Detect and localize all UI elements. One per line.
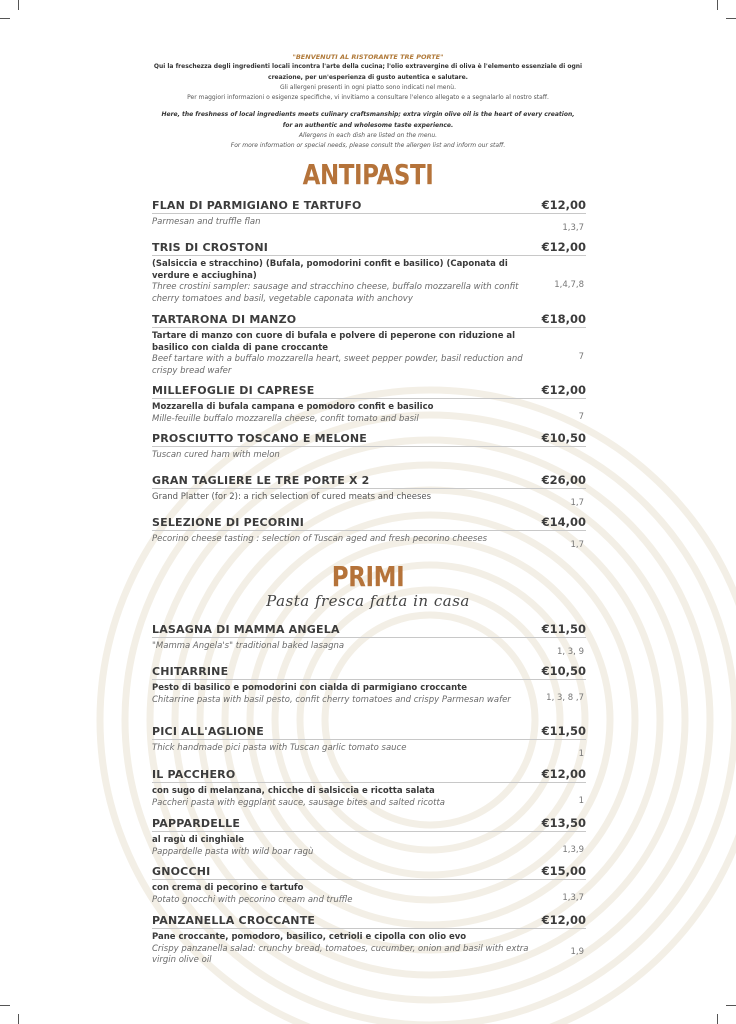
dish-desc-en: Chitarrine pasta with basil pesto, confit cherry tomatoes and crispy Parmesan wafer [152,694,511,705]
dish-desc-en: "Mamma Angela's" traditional baked lasagna [152,641,345,651]
dish-item [152,515,586,550]
dish-name: MILLEFOGLIE DI CAPRESE [152,384,315,397]
section-title-antipasti: ANTIPASTI [302,158,434,191]
dish-item [152,473,586,508]
dish-desc-it: con sugo di melanzana, chicche di salsiccia e ricotta salata [152,786,435,796]
dish-item [152,767,586,809]
dish-name: CHITARRINE [152,665,229,678]
dish-item [152,198,586,233]
dish-allergens: 1,3,7 [562,892,584,903]
crop-mark [717,1014,718,1024]
dish-name: PICI ALL'AGLIONE [152,725,264,738]
dish-desc-it: con crema di pecorino e tartufo [152,883,304,893]
dish-item [152,816,586,858]
dish-price: €12,00 [541,913,586,927]
dish-desc-en: Parmesan and truffle flan [152,217,261,227]
dish-price: €10,50 [541,431,586,445]
dish-price: €12,00 [541,240,586,254]
intro-it-line: Per maggiori informazioni o esigenze specifiche, vi invitiamo a consultare l'elenco allegato e a segnalarlo al nostro staff. [187,94,549,102]
dish-allergens: 1 [578,749,584,759]
dish-desc-it: Mozzarella di bufala campana e pomodoro confit e basilico [152,402,434,412]
dish-desc-en: Tuscan cured ham with melon [152,450,280,460]
dish-allergens: 1,3,9 [562,844,584,855]
dish-desc-en: Paccheri pasta with eggplant sauce, sausage bites and salted ricotta [152,797,446,808]
dish-desc-en: Crispy panzanella salad: crunchy bread, tomatoes, cucumber, onion and basil with extra virgin olive oil [152,943,529,965]
crop-mark [18,1014,19,1024]
section-title-primi: PRIMI [331,560,405,593]
dish-price: €11,50 [541,724,586,738]
crop-mark [726,1005,736,1006]
dish-desc-en: Potato gnocchi with pecorino cream and truffle [152,894,353,905]
dish-name: IL PACCHERO [152,768,236,781]
dish-desc-en: Mille-feuille buffalo mozzarella cheese, confit tomato and basil [152,413,419,424]
dish-price: €13,50 [541,816,586,830]
dish-item [152,383,586,425]
dish-allergens: 1,7 [570,498,584,508]
dish-desc-it: al ragù di cinghiale [152,835,245,845]
dish-allergens: 1, 3, 8 ,7 [546,692,584,703]
dish-allergens: 1,4,7,8 [554,280,584,290]
dish-price: €12,00 [541,383,586,397]
dish-price: €15,00 [541,864,586,878]
dish-desc-it: Pane croccante, pomodoro, basilico, cetrioli e cipolla con olio evo [152,932,467,942]
dish-name: SELEZIONE DI PECORINI [152,516,305,529]
intro-en-line: for an authentic and wholesome taste experience. [282,121,454,129]
dish-price: €12,00 [541,767,586,781]
dish-name: FLAN DI PARMIGIANO E TARTUFO [152,199,362,212]
intro-en-line: Allergens in each dish are listed on the menu. [298,132,438,140]
dish-allergens: 1, 3, 9 [556,647,584,657]
dish-price: €12,00 [541,198,586,212]
section-subtitle: Pasta fresca fatta in casa [266,592,470,610]
intro-it-line: Qui la freschezza degli ingredienti locali incontra l'arte della cucina; l'olio extravergine di oliva è l'elemento essenziale di ogni [153,63,583,71]
dish-price: €10,50 [541,664,586,678]
crop-mark [726,18,736,19]
dish-name: TRIS DI CROSTONI [152,241,269,254]
dish-desc-it: Pesto di basilico e pomodorini con cialda di parmigiano croccante [152,683,467,693]
dish-allergens: 7 [578,352,584,362]
intro-block [140,52,596,152]
intro-en-line: Here, the freshness of local ingredients meets culinary craftsmanship; extra virgin olive oil is the heart of every creation, [161,111,575,119]
dish-allergens: 1,7 [570,540,584,550]
intro-it-line: Gli allergeni presenti in ogni piatto sono indicati nel menù. [279,83,457,91]
dish-item [152,724,586,759]
dish-desc-en: Three crostini sampler: sausage and stracchino cheese, buffalo mozzarella with confit cherry tomatoes and basil, vegetable caponata with anchovy [152,282,519,304]
dish-desc-en: Thick handmade pici pasta with Tuscan garlic tomato sauce [152,743,407,753]
crop-mark [0,1005,10,1006]
dish-price: €11,50 [541,622,586,636]
dish-item [152,864,586,906]
dish-name: LASAGNA DI MAMMA ANGELA [152,623,340,636]
dish-item [152,312,586,377]
dish-desc-it: (Salsiccia e stracchino) (Bufala, pomodorini confit e basilico) (Caponata di verdure e acciughina) [152,259,508,281]
dish-item [152,622,586,657]
dish-desc-en: Pecorino cheese tasting : selection of Tuscan aged and fresh pecorino cheeses [152,534,488,544]
dish-allergens: 7 [578,411,584,422]
dish-name: PAPPARDELLE [152,817,241,830]
crop-mark [18,0,19,10]
dish-name: PROSCIUTTO TOSCANO E MELONE [152,432,367,445]
dish-desc-en: Beef tartare with a buffalo mozzarella heart, sweet pepper powder, basil reduction and crispy bread wafer [152,354,523,376]
dish-price: €14,00 [541,515,586,529]
dish-allergens: 1 [578,795,584,806]
dish-item [152,240,586,305]
crop-mark [0,18,10,19]
intro-title: "BENVENUTI AL RISTORANTE TRE PORTE" [292,53,444,61]
dish-name: GNOCCHI [152,865,211,878]
dish-desc-it: Tartare di manzo con cuore di bufala e polvere di peperone con riduzione al basilico con cialda di pane croccante [152,331,516,353]
dish-name: PANZANELLA CROCCANTE [152,914,316,927]
dish-item [152,431,586,462]
dish-allergens: 1,9 [570,947,584,958]
dish-allergens: 1,3,7 [562,223,584,233]
crop-mark [717,0,718,10]
dish-price: €26,00 [541,473,586,487]
intro-en-line: For more information or special needs, please consult the allergen list and inform our staff. [230,142,506,150]
dish-name: GRAN TAGLIERE LE TRE PORTE X 2 [152,474,370,487]
dish-item [152,664,586,706]
dish-item [152,913,586,967]
dish-price: €18,00 [541,312,586,326]
dish-name: TARTARONA DI MANZO [152,313,297,326]
intro-it-line: creazione, per un'esperienza di gusto autentica e salutare. [268,73,468,81]
dish-desc-en: Pappardelle pasta with wild boar ragù [152,846,314,857]
dish-desc-en: Grand Platter (for 2): a rich selection of cured meats and cheeses [152,492,432,502]
